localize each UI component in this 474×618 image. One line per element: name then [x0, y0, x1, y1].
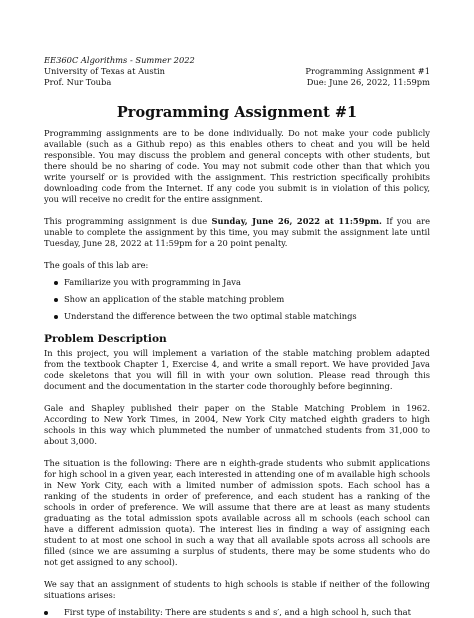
problem-paragraph-4: We say that an assignment of students to high schools is stable if neither of the following situations arises: [44, 579, 430, 600]
problem-paragraph-3: The situation is the following: There are n eighth-grade students who submit applications for high school in a given year, each interested in attending one of m available high schools in New York City, each with a limited number of admission spots. Each school has a ranking of the students in order of preference, and each student has a ranking of the schools in order of preference. We will assume that there are at least as many students graduating as the total admission spots available across all m schools (each school can have a different admission quota). The interest lies in finding a way of assigning each student to at most one school in such a way that all available spots across all schools are filled (since we are assuming a surplus of students, there may be some students who do not get assigned to any school). [44, 458, 430, 567]
goals-list [44, 277, 430, 322]
course-name: EE360C Algorithms - Summer 2022 [44, 55, 195, 65]
professor-name: Prof. Nur Touba [44, 77, 112, 87]
due-paragraph [44, 216, 430, 249]
due-suffix: If you are unable to complete the assignment by this time, you may submit the assignment late until Tuesday, June 28, 2022 at 11:59pm for a 20 point penalty. [44, 216, 431, 248]
goal-item: Understand the difference between the two optimal stable matchings [54, 311, 430, 322]
intro-paragraph: Programming assignments are to be done individually. Do not make your code publicly available (such as a Github repo) as this enables others to cheat and you will be held responsible. You may discuss the problem and general concepts with other students, but there should be no sharing of code. You may not submit code other than that which you write yourself or is provided with the assignment. This restriction specifically prohibits downloading code from the Internet. If any code you submit is in violation of this policy, you will receive no credit for the entire assignment. [44, 128, 430, 204]
university-name: University of Texas at Austin [44, 66, 165, 76]
instability-text: First type of instability: There are students s and s′, and a high school h, such that [64, 607, 411, 617]
assignment-label: Programming Assignment #1 [305, 66, 430, 76]
goals-intro: The goals of this lab are: [44, 260, 149, 270]
document-header [44, 55, 430, 88]
section-heading: Problem Description [44, 333, 167, 345]
goal-item: Familiarize you with programming in Java [54, 277, 430, 288]
goal-item: Show an application of the stable matching problem [54, 294, 430, 305]
bullet-icon [44, 611, 48, 615]
document-body [44, 128, 430, 618]
problem-paragraph-2: Gale and Shapley published their paper on the Stable Matching Problem in 1962. According to New York Times, in 2004, New York City matched eighth graders to high schools in this way which plummeted the number of unmatched students from 31,000 to about 3,000. [44, 403, 430, 446]
due-prefix: This programming assignment is due [44, 216, 212, 226]
problem-paragraph-1: In this project, you will implement a variation of the stable matching problem adapted from the textbook Chapter 1, Exercise 4, and write a small report. We have provided Java code skeletons that you will fill in with your own solution. Please read through this document and the documentation in the starter code thoroughly before beginning. [44, 348, 430, 391]
document-title: Programming Assignment #1 [116, 104, 358, 121]
due-bold-date: Sunday, June 26, 2022 at 11:59pm. [211, 216, 382, 226]
due-date-label: Due: June 26, 2022, 11:59pm [306, 77, 430, 87]
